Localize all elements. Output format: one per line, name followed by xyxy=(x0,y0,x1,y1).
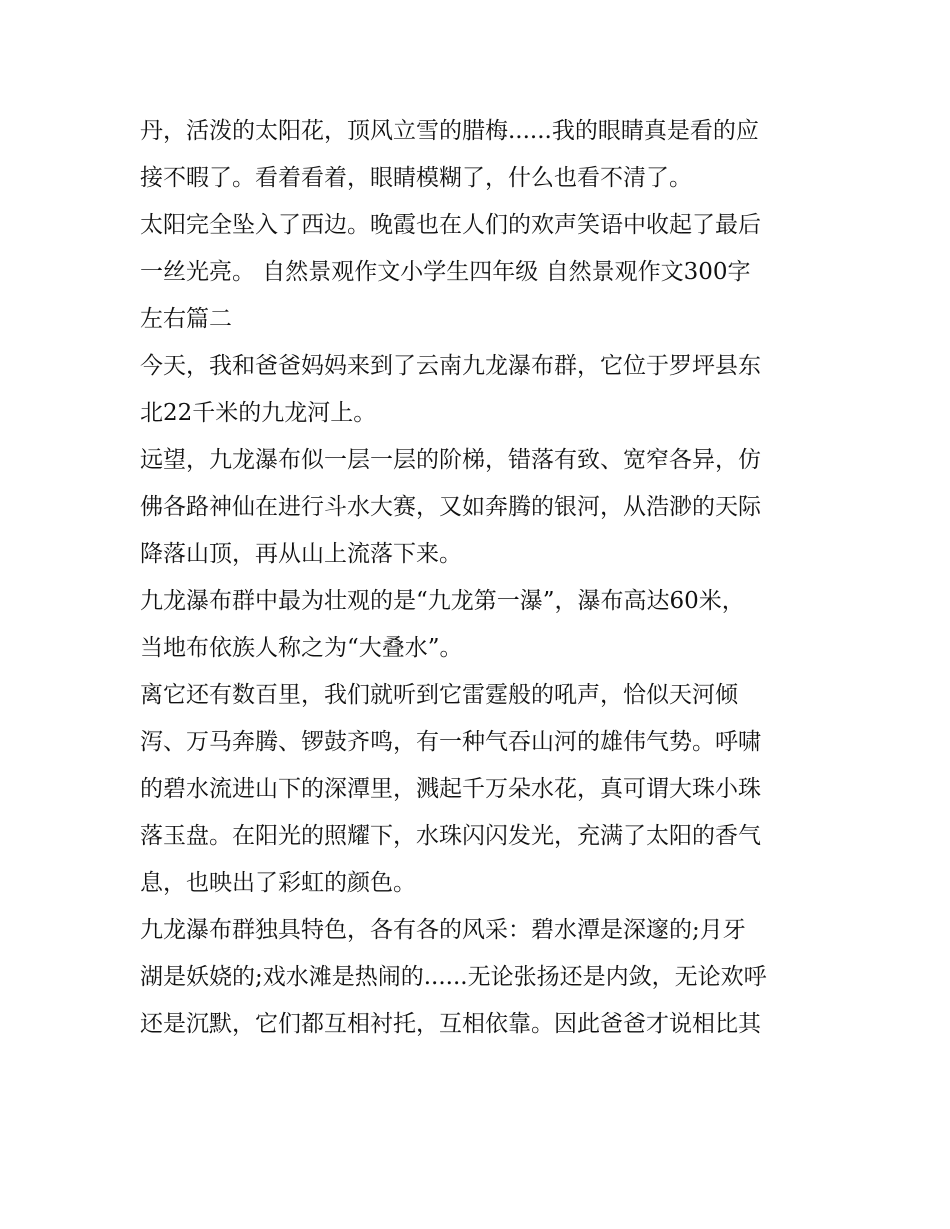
essay-text xyxy=(140,108,820,1048)
text-line: 降落山顶，再从山上流落下来。 xyxy=(140,541,462,567)
text-line: 湖是妖娆的;戏水滩是热闹的......无论张扬还是内敛，无论欢呼 xyxy=(140,964,767,990)
text-line: 离它还有数百里，我们就听到它雷霆般的吼声，恰似天河倾 xyxy=(140,682,738,708)
text-line: 九龙瀑布群中最为壮观的是“九龙第一瀑”，瀑布高达60米， xyxy=(140,588,745,614)
text-line: 今天，我和爸爸妈妈来到了云南九龙瀑布群，它位于罗坪县东 xyxy=(140,353,761,379)
text-line: 太阳完全坠入了西边。晚霞也在人们的欢声笑语中收起了最后 xyxy=(140,212,761,238)
text-line: 一丝光亮。 自然景观作文小学生四年级 自然景观作文300字 xyxy=(140,259,751,285)
section-heading-line: 左右篇二 xyxy=(140,306,232,332)
text-line: 当地布依族人称之为“大叠水”。 xyxy=(140,635,463,661)
text-line: 的碧水流进山下的深潭里，溅起千万朵水花，真可谓大珠小珠 xyxy=(140,776,761,802)
text-line: 还是沉默，它们都互相衬托，互相依靠。因此爸爸才说相比其 xyxy=(140,1011,761,1037)
text-line: 丹，活泼的太阳花，顶风立雪的腊梅......我的眼睛真是看的应 xyxy=(140,118,759,144)
text-line: 远望，九龙瀑布似一层一层的阶梯，错落有致、宽窄各异，仿 xyxy=(140,447,761,473)
text-line: 九龙瀑布群独具特色，各有各的风采：碧水潭是深邃的;月牙 xyxy=(140,917,746,943)
text-line: 接不暇了。看着看着，眼睛模糊了，什么也看不清了。 xyxy=(140,165,692,191)
text-line: 泻、万马奔腾、锣鼓齐鸣，有一种气吞山河的雄伟气势。呼啸 xyxy=(140,729,761,755)
text-line: 佛各路神仙在进行斗水大赛，又如奔腾的银河，从浩渺的天际 xyxy=(140,494,761,520)
text-line: 北22千米的九龙河上。 xyxy=(140,400,377,426)
text-line: 落玉盘。在阳光的照耀下，水珠闪闪发光，充满了太阳的香气 xyxy=(140,823,761,849)
text-line: 息，也映出了彩虹的颜色。 xyxy=(140,870,416,896)
